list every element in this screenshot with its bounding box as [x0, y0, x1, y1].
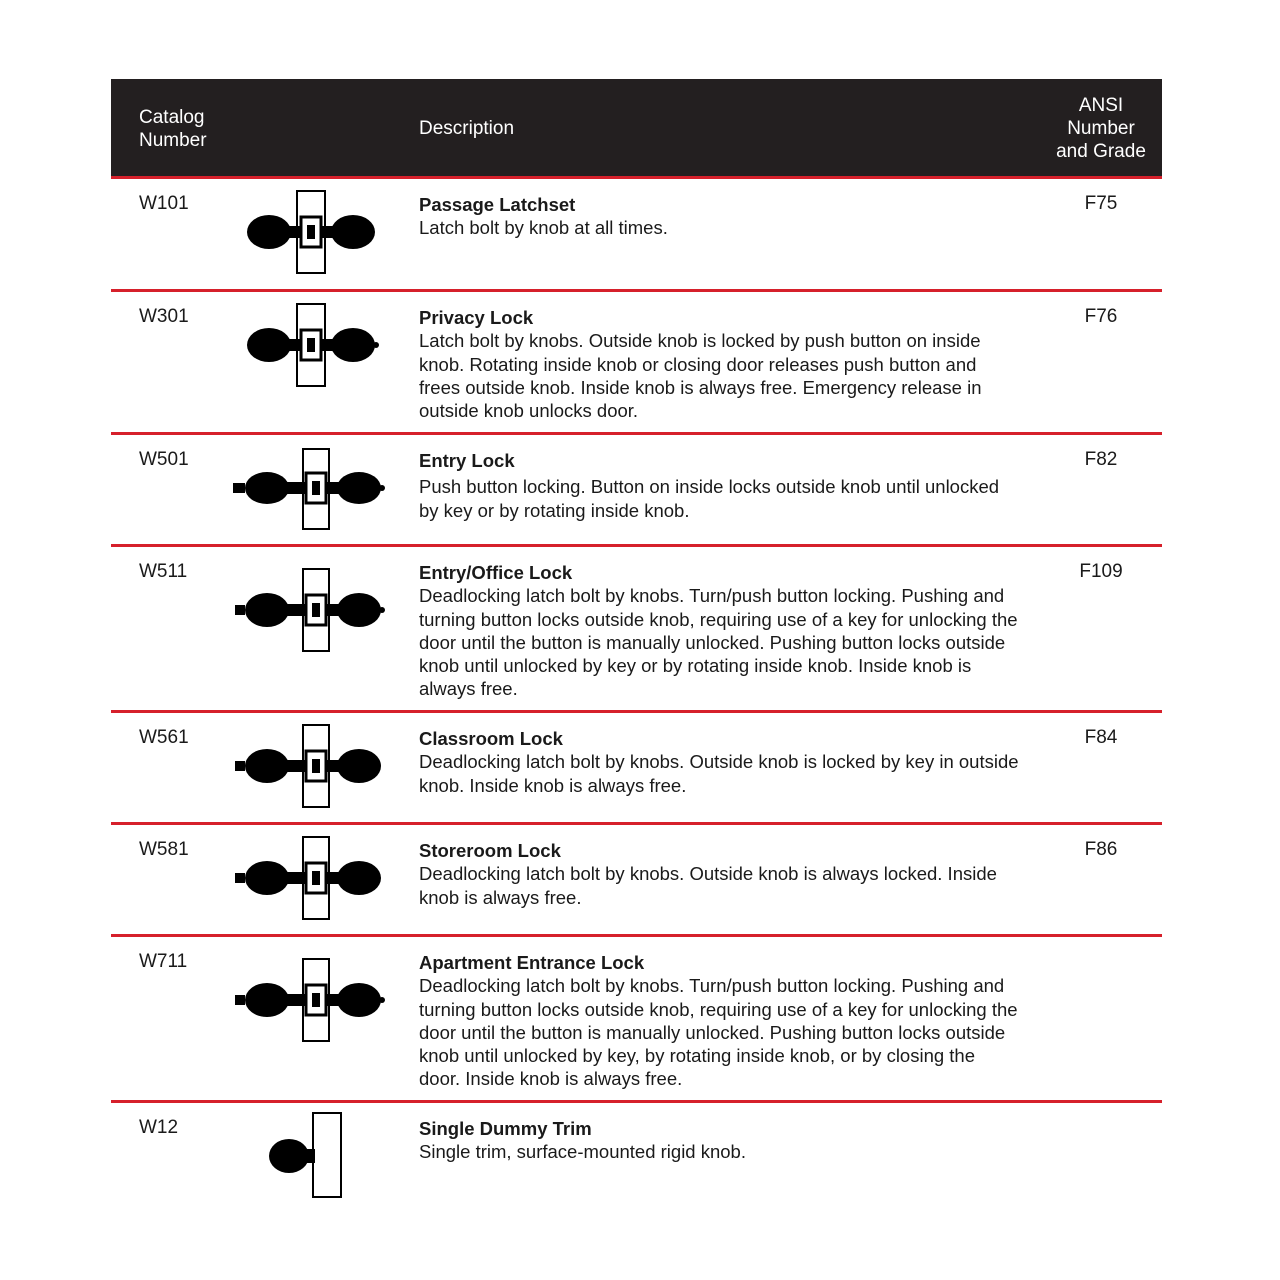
table-row: [111, 292, 1162, 435]
storeroom-knob-lock-icon: [233, 833, 393, 923]
lock-name: Entry Lock: [419, 450, 515, 471]
table-row: [111, 937, 1162, 1103]
ansi-grade: F84: [1084, 727, 1118, 748]
lock-name: Apartment Entrance Lock: [419, 952, 645, 973]
single-dummy-knob-icon: [233, 1111, 393, 1201]
lock-details: Single trim, surface-mounted rigid knob.: [419, 1141, 746, 1163]
lock-details: Latch bolt by knob at all times.: [419, 217, 668, 239]
lock-description: [419, 839, 1019, 909]
header-catalog-line2: Number: [139, 130, 207, 151]
classroom-knob-lock-icon: [233, 721, 393, 811]
catalog-number: W561: [139, 727, 189, 748]
passage-knob-lock-icon: [233, 187, 393, 277]
lock-function-table: [111, 79, 1162, 1213]
ansi-grade: F109: [1079, 561, 1123, 582]
ansi-grade: F82: [1084, 449, 1118, 470]
lock-name: Passage Latchset: [419, 194, 576, 215]
ansi-grade: F75: [1084, 193, 1118, 214]
header-ansi-grade: [1046, 94, 1156, 163]
lock-details: Latch bolt by knobs. Outside knob is locked by push button on inside knob. Rotating inside knob or closing door releases push button and frees outside knob. Inside knob is always free. Emergency release in outside knob unlocks door.: [419, 330, 982, 422]
header-description: Description: [419, 118, 515, 139]
catalog-number: W711: [139, 951, 188, 972]
catalog-number: W12: [139, 1117, 179, 1138]
header-ansi-line1: ANSI: [1078, 95, 1124, 116]
table-row: [111, 179, 1162, 292]
lock-name: Storeroom Lock: [419, 840, 561, 861]
ansi-grade: F76: [1084, 306, 1118, 327]
table-row: [111, 547, 1162, 713]
ansi-grade: F86: [1084, 839, 1118, 860]
lock-details: Deadlocking latch bolt by knobs. Turn/push button locking. Pushing and turning button locks outside knob, requiring use of a key for unlocking the door until the button is manually unlocked. Pushing button locks outside knob until unlocked by key, by rotating inside knob, or by closing the door. Inside knob is always free.: [419, 975, 1018, 1090]
table-row: [111, 1103, 1162, 1213]
header-catalog-number: [139, 106, 259, 152]
lock-details: Push button locking. Button on inside locks outside knob until unlocked by key or by rotating inside knob.: [419, 476, 1000, 521]
table-row: [111, 435, 1162, 547]
header-ansi-line3: and Grade: [1056, 141, 1146, 162]
catalog-number: W301: [139, 306, 189, 327]
lock-name: Classroom Lock: [419, 728, 563, 749]
lock-details: Deadlocking latch bolt by knobs. Outside knob is always locked. Inside knob is always free.: [419, 863, 997, 908]
lock-description: [419, 1117, 1019, 1164]
header-ansi-line2: Number: [1067, 118, 1135, 139]
lock-name: Entry/Office Lock: [419, 562, 573, 583]
lock-details: Deadlocking latch bolt by knobs. Outside knob is locked by key in outside knob. Inside knob is always free.: [419, 751, 1019, 796]
lock-details: Deadlocking latch bolt by knobs. Turn/push button locking. Pushing and turning button locks outside knob, requiring use of a key for unlocking the door until the button is manually unlocked. Pushing button locks outside knob until unlocked by key or by rotating inside knob. Inside knob is always free.: [419, 585, 1018, 700]
lock-description: [419, 306, 1019, 422]
table-row: [111, 713, 1162, 825]
entry-knob-lock-icon: [233, 443, 393, 533]
lock-description: [419, 193, 1019, 240]
catalog-number: W501: [139, 449, 189, 470]
lock-description: [419, 449, 1019, 522]
lock-description: [419, 727, 1019, 797]
entry-office-knob-lock-icon: [233, 565, 393, 655]
lock-description: [419, 561, 1019, 701]
lock-name: Single Dummy Trim: [419, 1118, 592, 1139]
lock-name: Privacy Lock: [419, 307, 534, 328]
catalog-number: W511: [139, 561, 188, 582]
table-header: [111, 79, 1162, 179]
apartment-entrance-knob-lock-icon: [233, 955, 393, 1045]
header-catalog-line1: Catalog: [139, 107, 205, 128]
catalog-number: W581: [139, 839, 189, 860]
table-row: [111, 825, 1162, 937]
lock-description: [419, 951, 1019, 1091]
privacy-knob-lock-icon: [233, 300, 393, 390]
catalog-number: W101: [139, 193, 189, 214]
